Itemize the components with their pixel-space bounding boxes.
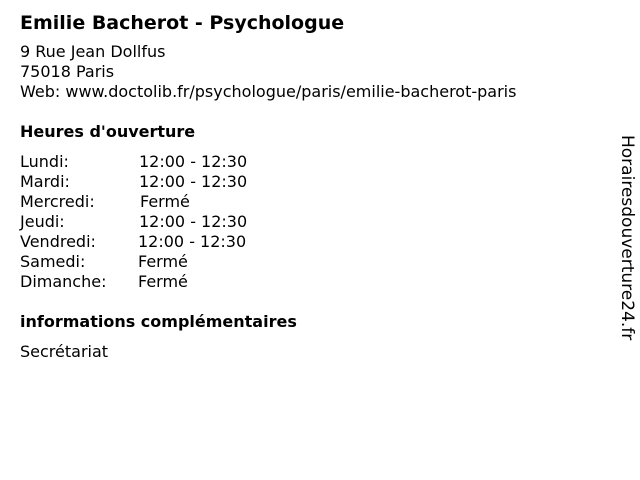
extra-info-text: Secrétariat bbox=[20, 342, 109, 361]
day-hours: 12:00 - 12:30 bbox=[139, 152, 248, 171]
day-hours: 12:00 - 12:30 bbox=[138, 232, 247, 251]
day-label: Lundi: bbox=[20, 152, 69, 171]
hours-row-tuesday bbox=[20, 172, 600, 192]
day-label: Samedi: bbox=[20, 252, 86, 271]
hours-row-sunday bbox=[20, 272, 600, 292]
watermark-text: Horairesdouverture24.fr bbox=[617, 135, 637, 341]
hours-row-monday bbox=[20, 152, 600, 172]
address-city: 75018 Paris bbox=[20, 62, 115, 81]
day-label: Mercredi: bbox=[20, 192, 95, 211]
day-label: Dimanche: bbox=[20, 272, 107, 291]
day-hours: Fermé bbox=[138, 252, 188, 271]
hours-row-thursday bbox=[20, 212, 600, 232]
hours-table bbox=[20, 152, 600, 292]
site-watermark bbox=[604, 135, 640, 345]
hours-row-friday bbox=[20, 232, 600, 252]
day-hours: 12:00 - 12:30 bbox=[139, 212, 248, 231]
address-street: 9 Rue Jean Dollfus bbox=[20, 42, 166, 61]
day-label: Mardi: bbox=[20, 172, 70, 191]
day-label: Vendredi: bbox=[20, 232, 96, 251]
hours-row-wednesday bbox=[20, 192, 600, 212]
day-hours: Fermé bbox=[140, 192, 190, 211]
hours-row-saturday bbox=[20, 252, 600, 272]
business-listing bbox=[20, 10, 600, 362]
day-hours: 12:00 - 12:30 bbox=[139, 172, 248, 191]
day-hours: Fermé bbox=[138, 272, 188, 291]
address-block bbox=[20, 42, 600, 102]
page-title: Emilie Bacherot - Psychologue bbox=[20, 12, 345, 34]
website-line: Web: www.doctolib.fr/psychologue/paris/emilie-bacherot-paris bbox=[20, 82, 517, 101]
hours-heading: Heures d'ouverture bbox=[20, 122, 196, 141]
day-label: Jeudi: bbox=[20, 212, 65, 231]
extra-info-heading: informations complémentaires bbox=[20, 312, 297, 331]
